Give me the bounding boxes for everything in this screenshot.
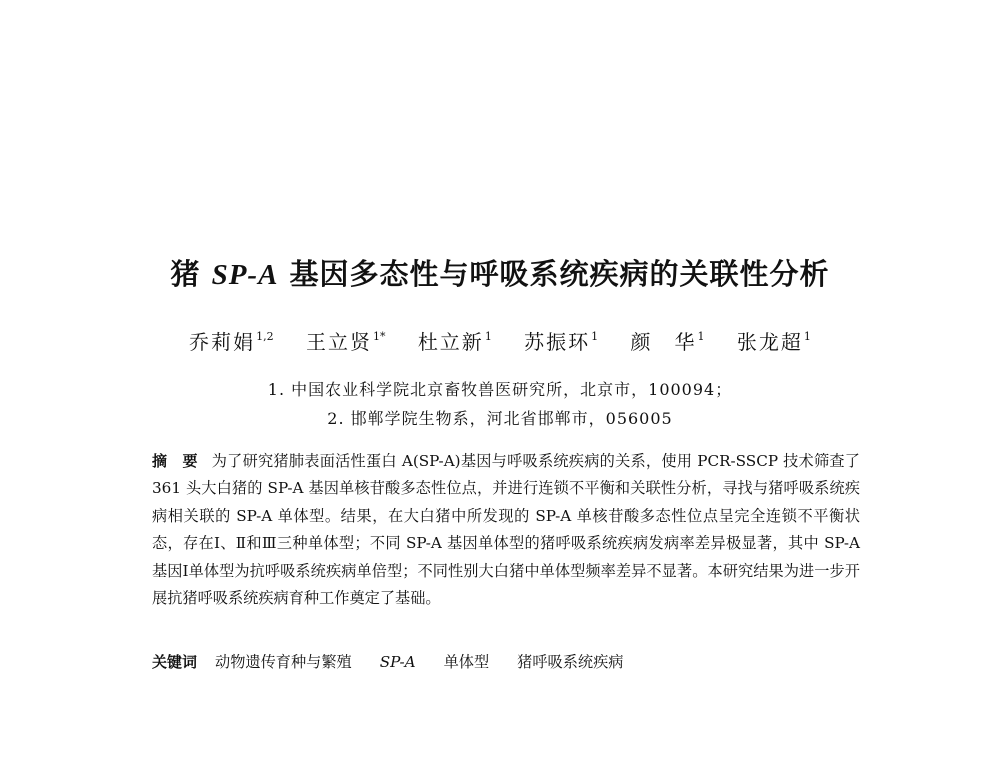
title-suffix: 基因多态性与呼吸系统疾病的关联性分析 — [278, 257, 830, 291]
author-name: 张龙超 — [736, 330, 803, 354]
affiliation-1: 1. 中国农业科学院北京畜牧兽医研究所，北京市，100094； — [267, 380, 733, 399]
abstract — [152, 448, 860, 612]
author-affiliation-mark: 1 — [591, 330, 599, 343]
abstract-text: 为了研究猪肺表面活性蛋白 A(SP-A)基因与呼吸系统疾病的关系，使用 PCR-SSCP 技术筛查了 361 头大白猪的 SP-A 基因单核苷酸多态性位点，并进行连锁不平衡和关联性分析，寻找与猪呼吸系统疾病相关联的 SP-A 单体型。结果，在大白猪中所发现的 SP-A 单核苷酸多态性位点呈完全连锁不平衡状态，存在Ⅰ、Ⅱ和Ⅲ三种单体型；不同 SP-A 基因单体型的猪呼吸系统疾病发病率差异极显著，其中 SP-A 基因Ⅰ单体型为抗呼吸系统疾病单倍型；不同性别大白猪中单体型频率差异不显著。本研究结果为进一步开展抗猪呼吸系统疾病育种工作奠定了基础。 — [152, 452, 860, 608]
keyword: 猪呼吸系统疾病 — [517, 653, 624, 671]
keyword: SP-A — [379, 653, 416, 671]
keywords-label: 关键词 — [152, 653, 198, 671]
keyword: 动物遗传育种与繁殖 — [215, 653, 352, 671]
author-affiliation-mark: 1,2 — [256, 330, 274, 343]
affiliation-2: 2. 邯郸学院生物系，河北省邯郸市，056005 — [327, 409, 673, 428]
paper-title — [0, 252, 1000, 293]
author-name: 苏振环 — [524, 330, 591, 354]
author-list — [0, 326, 1000, 355]
author — [631, 326, 705, 355]
keywords — [152, 650, 860, 674]
author — [737, 326, 811, 355]
keyword: 单体型 — [443, 653, 490, 671]
author — [524, 326, 598, 355]
author-affiliation-mark: 1 — [803, 330, 811, 343]
author-name: 颜 华 — [630, 330, 697, 354]
title-gene-symbol: SP-A — [211, 259, 279, 291]
abstract-label: 摘 要 — [152, 452, 198, 470]
author — [189, 326, 274, 355]
author-affiliation-mark: 1 — [484, 330, 492, 343]
author-name: 王立贤 — [305, 330, 372, 354]
author — [418, 326, 492, 355]
author-affiliation-mark: 1* — [372, 330, 386, 343]
author-affiliation-mark: 1 — [697, 330, 705, 343]
author-name: 杜立新 — [417, 330, 484, 354]
author — [306, 326, 386, 355]
author-name: 乔莉娟 — [189, 330, 256, 354]
title-prefix: 猪 — [170, 257, 212, 291]
